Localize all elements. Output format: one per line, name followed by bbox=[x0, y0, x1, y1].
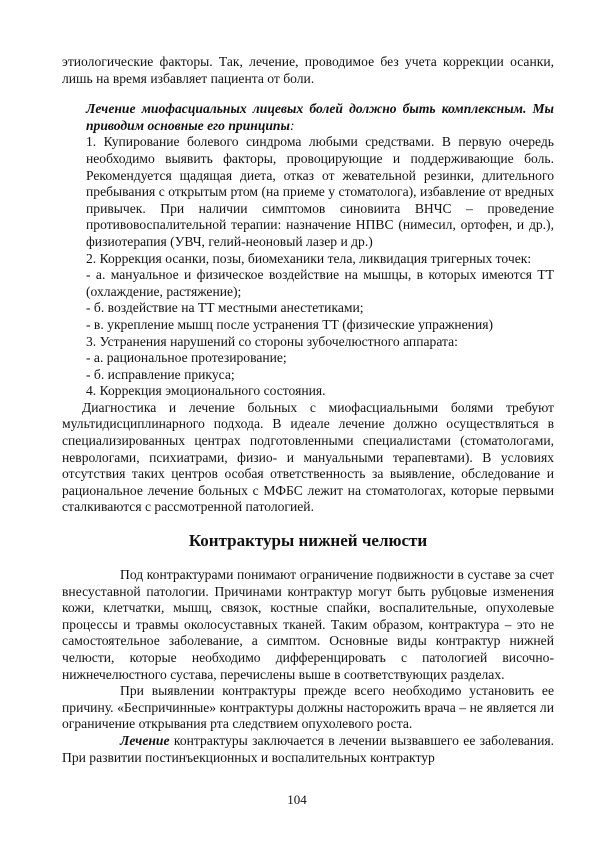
principles-closing: Диагностика и лечение больных с миофасциальными болями требуют мультидисциплинарного подхода. В идеале лечение должно осуществляться в специализированных центрах подготовленными специалистами (стоматологами, неврологами, психиатрами, физио- и мануальными терапевтами). В условиях отсутствия таких центров особая ответственность за выявление, обследование и рациональное лечение больных с МФБС лежит на стоматологах, которые первыми сталкиваются с рассмотренной патологией. bbox=[62, 399, 554, 515]
principle-item: 1. Купирование болевого синдрома любыми средствами. В первую очередь необходимо выявить факторы, провоцирующие и поддерживающие боль. Рекомендуется щадящая диета, отказ от жевательной резинки, длительного пребывания с открытым ртом (на приеме у стоматолога), избавление от вредных привычек. При наличии симптомов синовиита ВНЧС – проведение противовоспалительной терапии: назначение НПВС (нимесил, ортофен, и др.), физиотерапия (УВЧ, гелий-неоновый лазер и др.) bbox=[86, 134, 554, 249]
document-page bbox=[62, 54, 554, 766]
section-paragraph-3-text: контрактуры заключается в лечении вызвавшего ее заболевания. При развитии постинъекционных и воспалительных контрактур bbox=[62, 732, 554, 765]
principle-item: 2. Коррекция осанки, позы, биомеханики тела, ликвидация тригерных точек: bbox=[86, 250, 532, 266]
section-heading: Контрактуры нижней челюсти bbox=[188, 531, 428, 551]
section-paragraph-3 bbox=[62, 733, 554, 766]
principles-block bbox=[62, 101, 554, 400]
section-paragraph-1: Под контрактурами понимают ограничение подвижности в суставе за счет внесуставной патологии. Причинами контрактур могут быть рубцовые изменения кожи, клетчатки, мышц, связок, костные спайки, воспалительные, опухолевые процессы и травмы околосуставных тканей. Таким образом, контрактура – это не самостоятельное заболевание, а симптом. Основные виды контрактур нижней челюсти, которые необходимо дифференцировать с патологией височно-нижнечелюстного сустава, перечислены выше в соответствующих разделах. bbox=[62, 567, 554, 682]
principle-item: - б. воздействие на ТТ местными анестетиками; bbox=[86, 300, 364, 316]
principle-item: - б. исправление прикуса; bbox=[86, 366, 235, 382]
principle-item: - а. мануальное и физическое воздействие на мышцы, в которых имеются ТТ (охлаждение, растяжение); bbox=[86, 267, 554, 299]
principle-item: 3. Устранения нарушений со стороны зубочелюстного аппарата: bbox=[86, 333, 458, 349]
section-paragraph-2: При выявлении контрактуры прежде всего необходимо установить ее причину. «Беспричинные» контрактуры должны насторожить врача – не является ли ограничение открывания рта следствием опухолевого роста. bbox=[62, 683, 554, 732]
principle-item: - в. укрепление мышц после устранения ТТ (физические упражнения) bbox=[86, 316, 494, 332]
principles-lead bbox=[86, 101, 554, 134]
principles-lead-colon: : bbox=[289, 117, 295, 133]
principle-item: 4. Коррекция эмоционального состояния. bbox=[86, 383, 326, 399]
treatment-label: Лечение bbox=[120, 732, 170, 748]
intro-paragraph: этиологические факторы. Так, лечение, проводимое без учета коррекции осанки, лишь на время избавляет пациента от боли. bbox=[62, 54, 554, 86]
page-number: 104 bbox=[287, 792, 307, 807]
principles-lead-bold: Лечение миофасциальных лицевых болей должно быть комплексным. Мы приводим основные его принципы bbox=[86, 101, 554, 133]
principle-item: - а. рациональное протезирование; bbox=[86, 350, 287, 366]
